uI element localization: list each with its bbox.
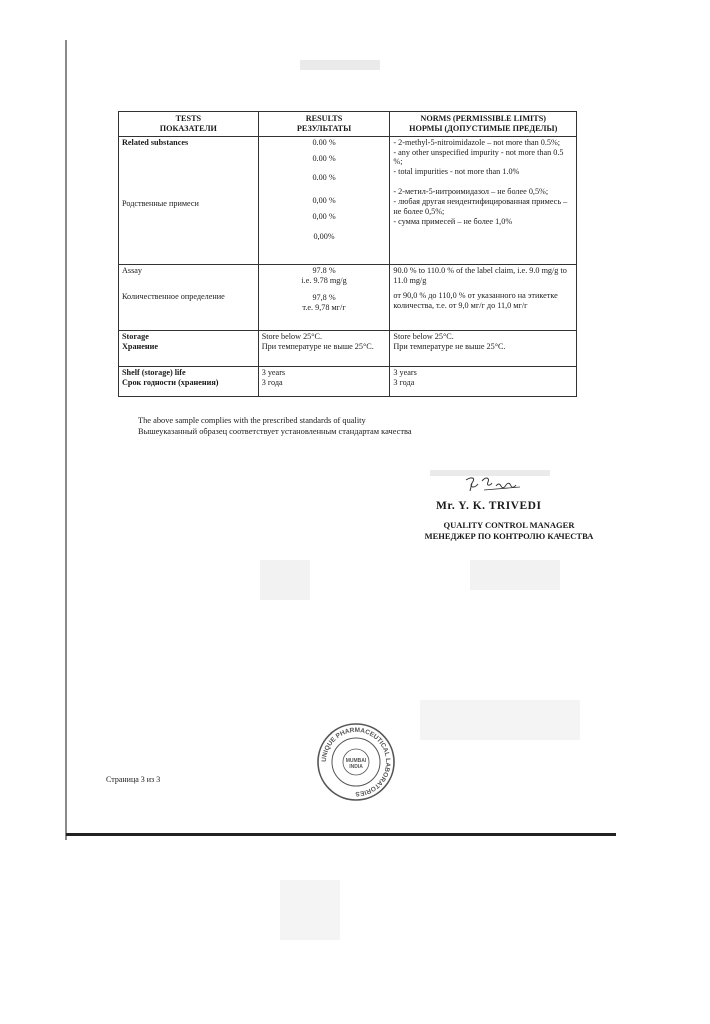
header-norms: NORMS (PERMISSIBLE LIMITS) НОРМЫ (ДОПУСТИМЫЕ ПРЕДЕЛЫ) [390,112,577,137]
norm-cell: 3 years 3 года [390,366,577,396]
table-row-assay [119,264,577,330]
result-cell: 3 years 3 года [258,366,390,396]
svg-text:INDIA: INDIA [349,764,363,770]
header-results: RESULTS РЕЗУЛЬТАТЫ [258,112,390,137]
page-number: Страница 3 из 3 [106,775,161,784]
svg-text:UNIQUE PHARMACEUTICAL LABORATO: UNIQUE PHARMACEUTICAL LABORATORIES [320,726,392,798]
scan-noise [420,700,580,740]
specification-table [118,111,577,397]
result-cell: 97.8 % i.e. 9.78 mg/g 97,8 % т.е. 9,78 мг/г [258,264,390,330]
signatory-name: Mr. Y. K. TRIVEDI [436,500,542,512]
scan-noise [470,560,560,590]
bottom-divider [66,833,616,836]
table-row-related-substances [119,136,577,264]
svg-text:MUMBAI: MUMBAI [345,758,367,764]
handwritten-signature [460,474,530,496]
signatory-title: QUALITY CONTROL MANAGER МЕНЕДЖЕР ПО КОНТРОЛЮ КАЧЕСТВА [424,520,594,542]
scan-noise [260,560,310,600]
conclusion-statement: The above sample complies with the prescribed standards of quality Вышеуказанный образец соответствует установленным стандартам качества [138,416,412,437]
scan-noise [280,880,340,940]
table-row-storage [119,330,577,366]
company-stamp [316,722,396,802]
norm-cell: 90.0 % to 110.0 % of the label claim, i.e. 9.0 mg/g to 11.0 mg/g от 90,0 % до 110,0 % от указанного на этикетке количества, т.е. от 9,0 мг/г до 11,0 мг/г [390,264,577,330]
result-cell: 0.00 % 0.00 % 0.00 % 0,00 % 0,00 % 0,00% [258,136,390,264]
header-tests: TESTS ПОКАЗАТЕЛИ [119,112,259,137]
table-row-shelf-life [119,366,577,396]
result-cell: Store below 25°C. При температуре не выше 25°C. [258,330,390,366]
norm-cell: - 2-methyl-5-nitroimidazole – not more than 0.5%; - any other unspecified impurity - not more than 0.5 %; - total impurities - not more than 1.0% - 2-метил-5-нитроимидазол – не более 0,5%; - любая другая неидентифицированная примесь – не более 0,5%; - сумма примесей – не более 1,0% [390,136,577,264]
left-margin-line [65,40,67,840]
table-header-row [119,112,577,137]
scan-noise [300,60,380,70]
test-cell: Assay Количественное определение [119,264,259,330]
test-cell: Related substances Родственные примеси [119,136,259,264]
norm-cell: Store below 25°C. При температуре не выше 25°C. [390,330,577,366]
test-cell: Storage Хранение [119,330,259,366]
test-cell: Shelf (storage) life Срок годности (хранения) [119,366,259,396]
